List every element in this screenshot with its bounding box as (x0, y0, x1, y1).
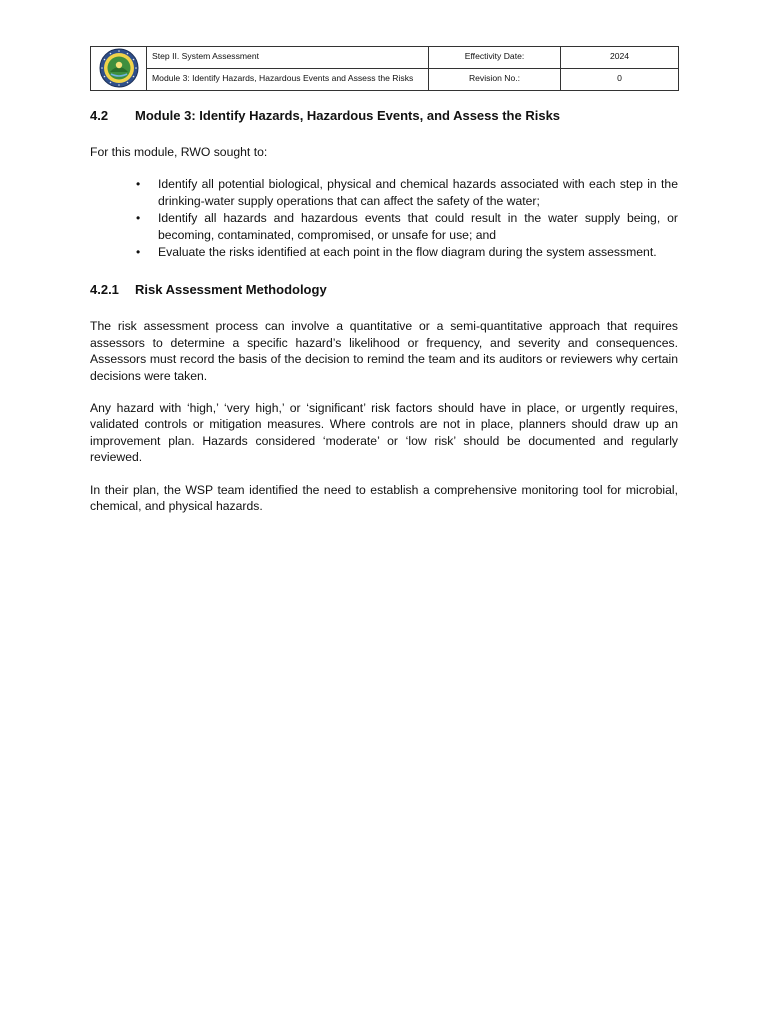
paragraph: Any hazard with ‘high,’ ‘very high,’ or ‘significant’ risk factors should have in place, or urgently requires, validated controls or mitigation measures. Where controls are not in place, planners should draw up an improvement plan. Hazards considered ‘moderate’ or ‘low risk’ should be documented and regularly reviewed. (90, 401, 678, 465)
header-revision-label: Revision No.: (468, 73, 521, 83)
paragraph: The risk assessment process can involve a quantitative or a semi-quantitative approach that requires assessors to determine a specific hazard’s likelihood or frequency, and severity and consequences. Assessors must record the basis of the decision to remind the team and its auditors or reviewers why certain decisions were taken. (90, 319, 678, 383)
logo-cell (91, 47, 147, 91)
bullet-icon: • (136, 177, 141, 192)
header-revision-label-cell (429, 69, 561, 91)
bullet-item (90, 210, 678, 244)
header-revision-value: 0 (617, 73, 622, 83)
header-module-cell (147, 69, 429, 91)
document-body (90, 104, 678, 514)
header-effectivity-value: 2024 (609, 51, 630, 61)
section-number: 4.2 (90, 108, 109, 123)
subsection-title: Risk Assessment Methodology (135, 282, 327, 298)
section-heading (90, 104, 678, 128)
header-effectivity-label-cell (429, 47, 561, 69)
bullet-icon: • (136, 211, 141, 226)
header-effectivity-label: Effectivity Date: (464, 51, 525, 61)
section-title: Module 3: Identify Hazards, Hazardous Events, and Assess the Risks (135, 108, 561, 123)
seal-logo-icon (99, 48, 139, 88)
subsection-heading (90, 278, 678, 302)
bullet-icon: • (136, 245, 141, 260)
bullet-item (90, 244, 678, 261)
header-module: Module 3: Identify Hazards, Hazardous Events and Assess the Risks (152, 73, 414, 83)
bullet-item (90, 176, 678, 210)
bullet-text: Identify all hazards and hazardous events that could result in the water supply being, or becoming, contaminated, compromised, or unsafe for use; and (158, 211, 678, 243)
bullet-text: Evaluate the risks identified at each point in the flow diagram during the system assessment. (158, 245, 657, 260)
bullet-text: Identify all potential biological, physical and chemical hazards associated with each step in the drinking-water supply operations that can affect the safety of the water; (158, 177, 678, 209)
paragraph: In their plan, the WSP team identified the need to establish a comprehensive monitoring tool for microbial, chemical, and physical hazards. (90, 482, 678, 514)
header-step: Step II. System Assessment (152, 51, 259, 61)
header-effectivity-value-cell (561, 47, 679, 69)
section-bullet-list (90, 176, 678, 261)
document-header-table (90, 46, 679, 91)
subsection-number: 4.2.1 (90, 282, 119, 298)
section-intro: For this module, RWO sought to: (90, 145, 268, 159)
header-revision-value-cell (561, 69, 679, 91)
header-step-cell (147, 47, 429, 69)
